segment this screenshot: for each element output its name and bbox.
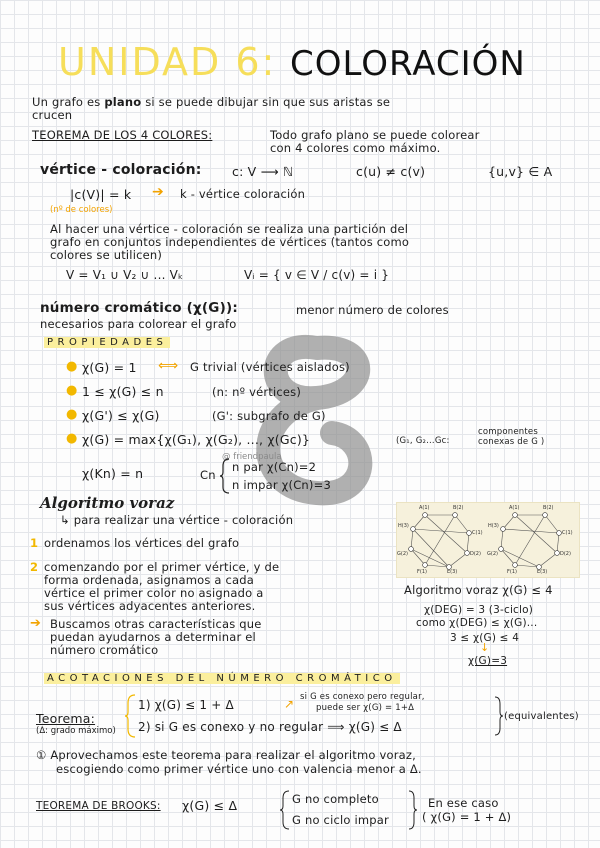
arrow-up-icon: ↗ [284,697,295,711]
property-4-note-connected: conexas de G ) [478,437,545,447]
title-unit: UNIDAD 6: [58,40,277,84]
node-label: F(1) [507,569,517,575]
greedy-result-3: 3 ≤ χ(G) ≤ 4 [450,632,520,644]
greedy-tip-l2: escogiendo como primer vértice uno con valencia menor a Δ. [56,762,422,776]
property-1-text: G trivial (vértices aislados) [190,360,350,374]
theorem-part-1: 1) χ(G) ≤ 1 + Δ [138,698,234,712]
property-4-note-components: componentes [478,427,538,437]
arrow-right-icon: ➔ [152,184,164,200]
greedy-step-3-l2: puedan ayudarnos a determinar el [50,630,256,644]
greedy-step-3-l3: número cromático [50,643,159,657]
intro-line-1: Un grafo es plano si se puede dibujar sin que sus aristas se [32,95,391,109]
greedy-step-3-l1: Buscamos otras características que [50,617,262,631]
graph-right [501,515,559,567]
cn-even: n par χ(Cn)=2 [232,460,317,474]
property-4-formula: χ(G) = max{χ(G₁), χ(G₂), ..., χ(Gc)} [82,432,311,447]
partition-formula-1: V = V₁ ∪ V₂ ∪ ... Vₖ [66,268,184,282]
node-label: B(2) [543,505,554,511]
brace-icon [408,790,418,830]
node-label: H(3) [488,523,499,529]
bullet-icon: ● [66,359,78,374]
vertex-coloring-label: vértice - coloración: [40,162,202,178]
chromatic-def-l2: necesarios para colorear el grafo [40,317,237,331]
node-label: A(1) [419,505,430,511]
theorem-label: Teorema: [36,711,96,726]
arrow-down-icon: ↓ [480,641,490,654]
property-1-iff: ⟺ [158,358,179,374]
greedy-caption: Algoritmo voraz χ(G) ≤ 4 [404,583,553,597]
greedy-result-1: χ(DEG) = 3 (3-ciclo) [424,604,534,616]
chromatic-def-l1: menor número de colores [296,303,449,317]
brace-icon [494,696,504,736]
greedy-step-2-l3: vértice el primer color no asignado a [44,586,264,600]
node-label: F(1) [417,569,427,575]
property-2-formula: 1 ≤ χ(G) ≤ n [82,384,164,399]
greedy-step-1: ordenamos los vértices del grafo [44,536,240,550]
properties-label: PROPIEDADES [44,337,170,348]
node-label: E(3) [447,569,458,575]
intro-line-2: crucen [32,108,73,122]
partition-line-2: grafo en conjuntos independientes de vértices (tantos como [50,235,410,249]
vertex-coloring-condition: c(u) ≠ c(v) [356,164,426,179]
property-4-note: (G₁, G₂...Gc: [396,436,450,446]
step-2-number: 2 [30,560,39,574]
node-label: B(2) [453,505,464,511]
node-label: G(2) [487,551,498,557]
greedy-label: Algoritmo voraz [40,494,175,512]
step-1-number: 1 [30,536,39,550]
title-topic: COLORACIÓN [290,44,526,84]
brace-icon [280,790,290,830]
brooks-note-2: ( χ(G) = 1 + Δ) [422,810,512,824]
greedy-tip-l1: ① Aprovechamos este teorema para realizar el algoritmo voraz, [36,748,417,762]
partition-formula-2: Vᵢ = { v ∈ V / c(v) = i } [244,268,390,282]
brooks-cond-1: G no completo [292,792,379,806]
brace-icon [124,694,136,738]
partition-line-3: colores se utilicen) [50,248,163,262]
vertex-coloring-edge: {u,v} ∈ A [488,164,553,179]
bounds-label: ACOTACIONES DEL NÚMERO CROMÁTICO [44,673,400,684]
greedy-step-2-l2: forma ordenada, asignamos a cada [44,573,255,587]
kn-formula: χ(Kn) = n [82,466,144,481]
vertex-coloring-cardinality: |c(V)| = k [70,187,132,202]
bullet-icon: ● [66,431,78,446]
node-label: A(1) [509,505,520,511]
brooks-label: TEOREMA DE BROOKS: [36,800,161,812]
node-label: E(3) [537,569,548,575]
cn-odd: n impar χ(Cn)=3 [232,478,331,492]
theorem-part-2: 2) si G es conexo y no regular ⟹ χ(G) ≤ Δ [138,720,402,734]
greedy-step-2-l4: sus vértices adyacentes anteriores. [44,599,256,613]
four-colors-label: TEOREMA DE LOS 4 COLORES: [32,128,213,142]
greedy-result-2: como χ(DEG) ≤ χ(G)... [416,617,538,629]
vertex-coloring-map: c: V ⟶ ℕ [232,164,294,179]
graph-figure [396,502,580,578]
cn-label: Cn [200,468,216,482]
brooks-cond-2: G no ciclo impar [292,813,389,827]
four-colors-l2: con 4 colores como máximo. [270,141,441,155]
greedy-subtitle: ↳ para realizar una vértice - coloración [60,513,294,527]
theorem-side-2: puede ser χ(G) = 1+Δ [316,703,415,713]
node-label: G(2) [397,551,408,557]
chromatic-label: número cromático (χ(G)): [40,300,238,316]
theorem-side-1: si G es conexo pero regular, [300,692,425,702]
brooks-note-1: En ese caso [428,796,499,810]
greedy-step-2-l1: comenzando por el primer vértice, y de [44,560,280,574]
node-label: H(3) [398,523,409,529]
node-label: D(2) [560,551,571,557]
partition-line-1: Al hacer una vértice - coloración se realiza una partición del [50,222,409,236]
graph-left [411,515,469,567]
node-label: C(1) [562,530,573,536]
vertex-coloring-note: (nº de colores) [50,205,113,215]
bullet-icon: ● [66,407,78,422]
property-2-note: (n: nº vértices) [212,385,302,399]
arrow-right-icon: ➔ [30,616,41,631]
property-1-formula: χ(G) = 1 [82,360,137,375]
bullet-icon: ● [66,383,78,398]
node-label: D(2) [470,551,481,557]
vertex-coloring-result: k - vértice coloración [180,187,306,201]
theorem-equivalent: (equivalentes) [504,711,579,722]
watermark-text: @ friendpaula [222,452,282,462]
delta-note: (Δ: grado máximo) [36,726,116,736]
brooks-formula: χ(G) ≤ Δ [182,798,238,813]
property-3-formula: χ(G') ≤ χ(G) [82,408,160,423]
node-label: C(1) [472,530,483,536]
property-3-note: (G': subgrafo de G) [212,409,326,423]
greedy-result-final: χ(G)=3 [468,655,508,667]
brace-icon [220,458,230,494]
four-colors-l1: Todo grafo plano se puede colorear [270,128,480,142]
